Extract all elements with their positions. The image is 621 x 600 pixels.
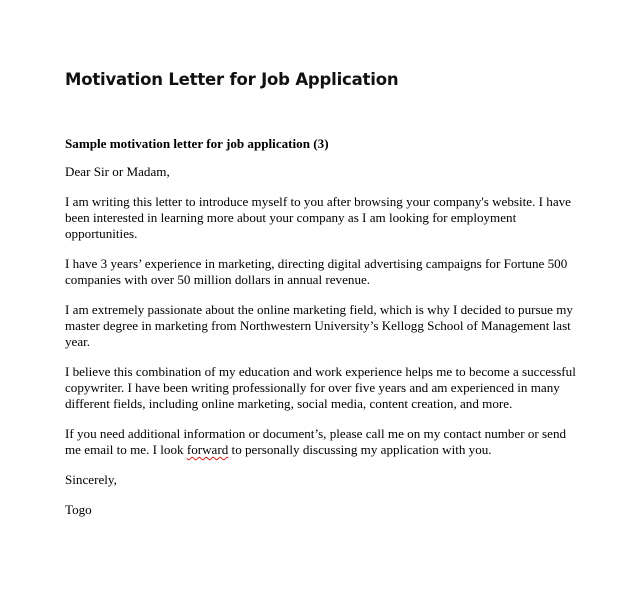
paragraph-skills: I believe this combination of my education and work experience helps me to become a successful copywriter. I have been writing professionally for over five years and am experienced in many different fields, including online marketing, social media, content creation, and more. xyxy=(65,364,576,411)
paragraph-introduction: I am writing this letter to introduce myself to you after browsing your company's website. I have been interested in learning more about your company as I am looking for employment opportunities. xyxy=(65,194,571,241)
paragraph-closing-text-start: If you need additional information or document’s, please call me on my contact number or send me email to me. I look xyxy=(65,426,567,457)
page-title: Motivation Letter for Job Application xyxy=(65,70,399,89)
paragraph-closing-text-end: to personally discussing my application with you. xyxy=(228,442,492,457)
letter-body xyxy=(65,136,585,532)
salutation: Dear Sir or Madam, xyxy=(65,164,170,179)
spellcheck-flagged-word: forward xyxy=(186,442,229,457)
closing-line: Sincerely, xyxy=(65,472,117,487)
paragraph-education: I am extremely passionate about the online marketing field, which is why I decided to pursue my master degree in marketing from Northwestern University’s Kellogg School of Management last year. xyxy=(65,302,573,349)
letter-subheading: Sample motivation letter for job application (3) xyxy=(65,136,329,151)
signature: Togo xyxy=(65,502,92,517)
paragraph-closing xyxy=(65,426,585,458)
paragraph-experience: I have 3 years’ experience in marketing, directing digital advertising campaigns for Fortune 500 companies with over 50 million dollars in annual revenue. xyxy=(65,256,568,287)
